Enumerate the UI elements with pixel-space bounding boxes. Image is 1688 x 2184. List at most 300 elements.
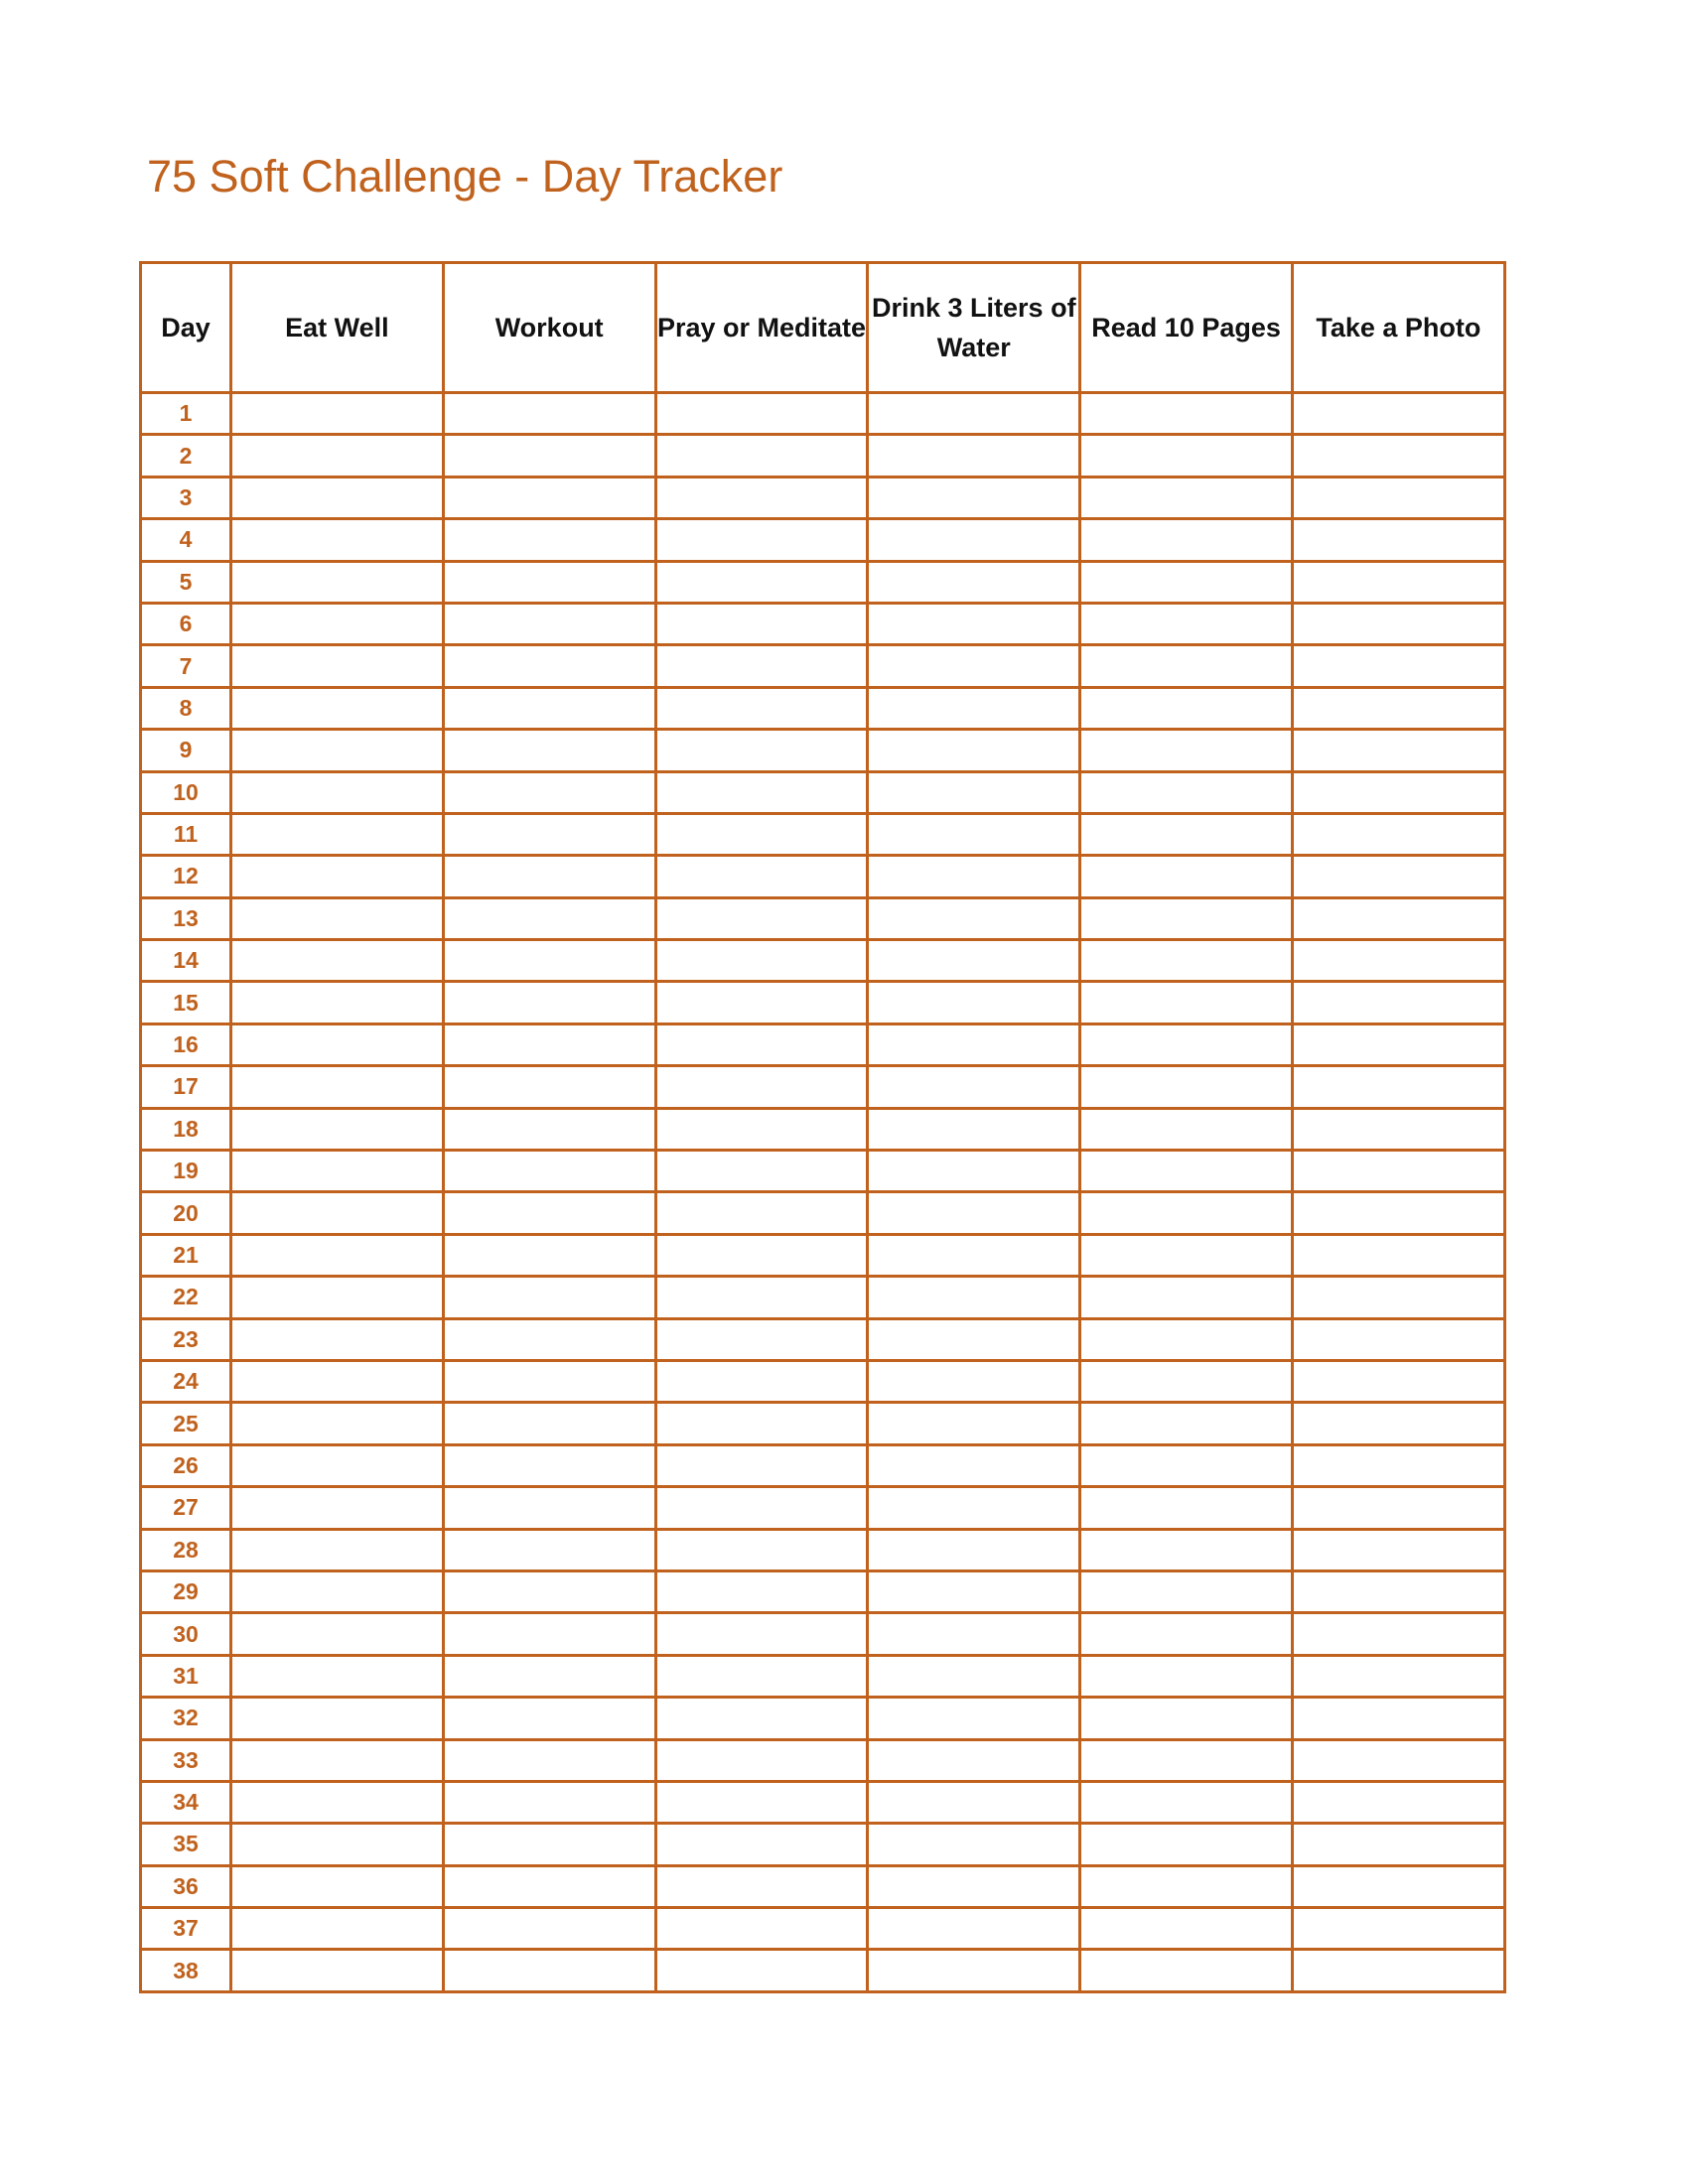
eat-well-cell[interactable] xyxy=(231,1318,444,1360)
read-pages-cell[interactable] xyxy=(1080,730,1293,771)
workout-cell[interactable] xyxy=(443,1529,655,1570)
day-tracker-table xyxy=(139,261,1506,1993)
header-day: Day xyxy=(141,263,231,393)
eat-well-cell[interactable] xyxy=(231,1192,444,1234)
read-pages-cell[interactable] xyxy=(1080,856,1293,897)
table-row xyxy=(141,1066,1505,1108)
table-row xyxy=(141,1234,1505,1276)
take-photo-cell[interactable] xyxy=(1292,940,1504,982)
drink-water-cell[interactable] xyxy=(868,1950,1080,1991)
read-pages-cell[interactable] xyxy=(1080,1698,1293,1739)
drink-water-cell[interactable] xyxy=(868,1444,1080,1486)
table-row xyxy=(141,1444,1505,1486)
read-pages-cell[interactable] xyxy=(1080,1908,1293,1950)
header-take-photo: Take a Photo xyxy=(1292,263,1504,393)
read-pages-cell[interactable] xyxy=(1080,561,1293,603)
eat-well-cell[interactable] xyxy=(231,856,444,897)
drink-water-cell[interactable] xyxy=(868,730,1080,771)
read-pages-cell[interactable] xyxy=(1080,1655,1293,1697)
read-pages-cell[interactable] xyxy=(1080,1487,1293,1529)
pray-meditate-cell[interactable] xyxy=(655,1066,868,1108)
day-number: 29 xyxy=(141,1570,231,1612)
take-photo-cell[interactable] xyxy=(1292,1151,1504,1192)
read-pages-cell[interactable] xyxy=(1080,645,1293,687)
take-photo-cell[interactable] xyxy=(1292,1529,1504,1570)
take-photo-cell[interactable] xyxy=(1292,1950,1504,1991)
pray-meditate-cell[interactable] xyxy=(655,1360,868,1402)
read-pages-cell[interactable] xyxy=(1080,771,1293,813)
take-photo-cell[interactable] xyxy=(1292,982,1504,1024)
take-photo-cell[interactable] xyxy=(1292,1781,1504,1823)
pray-meditate-cell[interactable] xyxy=(655,603,868,644)
take-photo-cell[interactable] xyxy=(1292,1444,1504,1486)
pray-meditate-cell[interactable] xyxy=(655,1277,868,1318)
take-photo-cell[interactable] xyxy=(1292,1698,1504,1739)
read-pages-cell[interactable] xyxy=(1080,519,1293,561)
eat-well-cell[interactable] xyxy=(231,1570,444,1612)
pray-meditate-cell[interactable] xyxy=(655,1444,868,1486)
header-row xyxy=(141,263,1505,393)
read-pages-cell[interactable] xyxy=(1080,1360,1293,1402)
eat-well-cell[interactable] xyxy=(231,1950,444,1991)
eat-well-cell[interactable] xyxy=(231,1403,444,1444)
read-pages-cell[interactable] xyxy=(1080,1318,1293,1360)
read-pages-cell[interactable] xyxy=(1080,1781,1293,1823)
drink-water-cell[interactable] xyxy=(868,1403,1080,1444)
table-row xyxy=(141,603,1505,644)
drink-water-cell[interactable] xyxy=(868,519,1080,561)
workout-cell[interactable] xyxy=(443,897,655,939)
drink-water-cell[interactable] xyxy=(868,982,1080,1024)
table-row xyxy=(141,1950,1505,1991)
day-number: 7 xyxy=(141,645,231,687)
eat-well-cell[interactable] xyxy=(231,813,444,855)
take-photo-cell[interactable] xyxy=(1292,477,1504,518)
read-pages-cell[interactable] xyxy=(1080,435,1293,477)
workout-cell[interactable] xyxy=(443,1613,655,1655)
pray-meditate-cell[interactable] xyxy=(655,393,868,435)
day-number: 14 xyxy=(141,940,231,982)
workout-cell[interactable] xyxy=(443,1444,655,1486)
read-pages-cell[interactable] xyxy=(1080,1529,1293,1570)
pray-meditate-cell[interactable] xyxy=(655,730,868,771)
drink-water-cell[interactable] xyxy=(868,435,1080,477)
drink-water-cell[interactable] xyxy=(868,1277,1080,1318)
read-pages-cell[interactable] xyxy=(1080,1865,1293,1907)
read-pages-cell[interactable] xyxy=(1080,1570,1293,1612)
take-photo-cell[interactable] xyxy=(1292,435,1504,477)
day-number: 37 xyxy=(141,1908,231,1950)
take-photo-cell[interactable] xyxy=(1292,1824,1504,1865)
read-pages-cell[interactable] xyxy=(1080,982,1293,1024)
pray-meditate-cell[interactable] xyxy=(655,687,868,729)
read-pages-cell[interactable] xyxy=(1080,687,1293,729)
drink-water-cell[interactable] xyxy=(868,561,1080,603)
workout-cell[interactable] xyxy=(443,519,655,561)
read-pages-cell[interactable] xyxy=(1080,1024,1293,1065)
take-photo-cell[interactable] xyxy=(1292,1570,1504,1612)
table-row xyxy=(141,1318,1505,1360)
take-photo-cell[interactable] xyxy=(1292,897,1504,939)
day-number: 11 xyxy=(141,813,231,855)
workout-cell[interactable] xyxy=(443,1487,655,1529)
table-row xyxy=(141,1024,1505,1065)
eat-well-cell[interactable] xyxy=(231,603,444,644)
drink-water-cell[interactable] xyxy=(868,897,1080,939)
read-pages-cell[interactable] xyxy=(1080,813,1293,855)
table-row xyxy=(141,771,1505,813)
workout-cell[interactable] xyxy=(443,687,655,729)
workout-cell[interactable] xyxy=(443,1403,655,1444)
day-number: 12 xyxy=(141,856,231,897)
day-number: 2 xyxy=(141,435,231,477)
table-row xyxy=(141,1529,1505,1570)
pray-meditate-cell[interactable] xyxy=(655,856,868,897)
take-photo-cell[interactable] xyxy=(1292,1908,1504,1950)
workout-cell[interactable] xyxy=(443,940,655,982)
pray-meditate-cell[interactable] xyxy=(655,645,868,687)
workout-cell[interactable] xyxy=(443,1655,655,1697)
read-pages-cell[interactable] xyxy=(1080,940,1293,982)
pray-meditate-cell[interactable] xyxy=(655,813,868,855)
day-number: 22 xyxy=(141,1277,231,1318)
header-read-pages: Read 10 Pages xyxy=(1080,263,1293,393)
drink-water-cell[interactable] xyxy=(868,1360,1080,1402)
day-number: 18 xyxy=(141,1108,231,1150)
table-row xyxy=(141,856,1505,897)
eat-well-cell[interactable] xyxy=(231,1865,444,1907)
table-row xyxy=(141,813,1505,855)
drink-water-cell[interactable] xyxy=(868,1024,1080,1065)
take-photo-cell[interactable] xyxy=(1292,687,1504,729)
workout-cell[interactable] xyxy=(443,561,655,603)
drink-water-cell[interactable] xyxy=(868,1192,1080,1234)
table-row xyxy=(141,1655,1505,1697)
eat-well-cell[interactable] xyxy=(231,1529,444,1570)
take-photo-cell[interactable] xyxy=(1292,1655,1504,1697)
workout-cell[interactable] xyxy=(443,730,655,771)
workout-cell[interactable] xyxy=(443,1192,655,1234)
pray-meditate-cell[interactable] xyxy=(655,477,868,518)
drink-water-cell[interactable] xyxy=(868,1865,1080,1907)
read-pages-cell[interactable] xyxy=(1080,1277,1293,1318)
workout-cell[interactable] xyxy=(443,1908,655,1950)
day-number: 31 xyxy=(141,1655,231,1697)
take-photo-cell[interactable] xyxy=(1292,1277,1504,1318)
take-photo-cell[interactable] xyxy=(1292,1613,1504,1655)
pray-meditate-cell[interactable] xyxy=(655,1318,868,1360)
workout-cell[interactable] xyxy=(443,477,655,518)
table-row xyxy=(141,1613,1505,1655)
workout-cell[interactable] xyxy=(443,435,655,477)
table-row xyxy=(141,561,1505,603)
take-photo-cell[interactable] xyxy=(1292,1403,1504,1444)
workout-cell[interactable] xyxy=(443,1950,655,1991)
workout-cell[interactable] xyxy=(443,1024,655,1065)
read-pages-cell[interactable] xyxy=(1080,1613,1293,1655)
drink-water-cell[interactable] xyxy=(868,1570,1080,1612)
drink-water-cell[interactable] xyxy=(868,1824,1080,1865)
workout-cell[interactable] xyxy=(443,1824,655,1865)
pray-meditate-cell[interactable] xyxy=(655,1570,868,1612)
table-body xyxy=(141,393,1505,1992)
day-number: 24 xyxy=(141,1360,231,1402)
read-pages-cell[interactable] xyxy=(1080,1234,1293,1276)
workout-cell[interactable] xyxy=(443,645,655,687)
table-row xyxy=(141,1698,1505,1739)
eat-well-cell[interactable] xyxy=(231,1698,444,1739)
drink-water-cell[interactable] xyxy=(868,477,1080,518)
table-row xyxy=(141,687,1505,729)
eat-well-cell[interactable] xyxy=(231,1824,444,1865)
day-number: 17 xyxy=(141,1066,231,1108)
workout-cell[interactable] xyxy=(443,1739,655,1781)
read-pages-cell[interactable] xyxy=(1080,393,1293,435)
eat-well-cell[interactable] xyxy=(231,1613,444,1655)
table-row xyxy=(141,730,1505,771)
header-pray-or-meditate: Pray or Meditate xyxy=(655,263,868,393)
take-photo-cell[interactable] xyxy=(1292,1234,1504,1276)
drink-water-cell[interactable] xyxy=(868,645,1080,687)
day-number: 15 xyxy=(141,982,231,1024)
take-photo-cell[interactable] xyxy=(1292,1487,1504,1529)
eat-well-cell[interactable] xyxy=(231,645,444,687)
table-row xyxy=(141,393,1505,435)
take-photo-cell[interactable] xyxy=(1292,1192,1504,1234)
header-workout: Workout xyxy=(443,263,655,393)
take-photo-cell[interactable] xyxy=(1292,730,1504,771)
eat-well-cell[interactable] xyxy=(231,897,444,939)
drink-water-cell[interactable] xyxy=(868,1066,1080,1108)
eat-well-cell[interactable] xyxy=(231,687,444,729)
day-number: 9 xyxy=(141,730,231,771)
eat-well-cell[interactable] xyxy=(231,477,444,518)
drink-water-cell[interactable] xyxy=(868,771,1080,813)
read-pages-cell[interactable] xyxy=(1080,1403,1293,1444)
eat-well-cell[interactable] xyxy=(231,1908,444,1950)
read-pages-cell[interactable] xyxy=(1080,1108,1293,1150)
eat-well-cell[interactable] xyxy=(231,1277,444,1318)
header-eat-well: Eat Well xyxy=(231,263,444,393)
pray-meditate-cell[interactable] xyxy=(655,1024,868,1065)
table-row xyxy=(141,1192,1505,1234)
pray-meditate-cell[interactable] xyxy=(655,1865,868,1907)
pray-meditate-cell[interactable] xyxy=(655,1529,868,1570)
workout-cell[interactable] xyxy=(443,1698,655,1739)
day-number: 21 xyxy=(141,1234,231,1276)
take-photo-cell[interactable] xyxy=(1292,1318,1504,1360)
eat-well-cell[interactable] xyxy=(231,519,444,561)
read-pages-cell[interactable] xyxy=(1080,603,1293,644)
day-number: 32 xyxy=(141,1698,231,1739)
day-number: 33 xyxy=(141,1739,231,1781)
eat-well-cell[interactable] xyxy=(231,1655,444,1697)
read-pages-cell[interactable] xyxy=(1080,1444,1293,1486)
read-pages-cell[interactable] xyxy=(1080,477,1293,518)
day-number: 23 xyxy=(141,1318,231,1360)
workout-cell[interactable] xyxy=(443,1570,655,1612)
take-photo-cell[interactable] xyxy=(1292,1360,1504,1402)
day-number: 30 xyxy=(141,1613,231,1655)
table-row xyxy=(141,435,1505,477)
day-number: 34 xyxy=(141,1781,231,1823)
pray-meditate-cell[interactable] xyxy=(655,435,868,477)
workout-cell[interactable] xyxy=(443,603,655,644)
pray-meditate-cell[interactable] xyxy=(655,1698,868,1739)
pray-meditate-cell[interactable] xyxy=(655,1950,868,1991)
eat-well-cell[interactable] xyxy=(231,730,444,771)
take-photo-cell[interactable] xyxy=(1292,603,1504,644)
day-number: 10 xyxy=(141,771,231,813)
day-number: 25 xyxy=(141,1403,231,1444)
read-pages-cell[interactable] xyxy=(1080,1151,1293,1192)
page-title: 75 Soft Challenge - Day Tracker xyxy=(147,151,783,202)
workout-cell[interactable] xyxy=(443,1865,655,1907)
eat-well-cell[interactable] xyxy=(231,1444,444,1486)
take-photo-cell[interactable] xyxy=(1292,1108,1504,1150)
drink-water-cell[interactable] xyxy=(868,1234,1080,1276)
workout-cell[interactable] xyxy=(443,856,655,897)
eat-well-cell[interactable] xyxy=(231,940,444,982)
drink-water-cell[interactable] xyxy=(868,1151,1080,1192)
table-row xyxy=(141,1781,1505,1823)
read-pages-cell[interactable] xyxy=(1080,1950,1293,1991)
drink-water-cell[interactable] xyxy=(868,1739,1080,1781)
drink-water-cell[interactable] xyxy=(868,1318,1080,1360)
drink-water-cell[interactable] xyxy=(868,856,1080,897)
day-number: 1 xyxy=(141,393,231,435)
table-row xyxy=(141,645,1505,687)
pray-meditate-cell[interactable] xyxy=(655,1613,868,1655)
day-number: 8 xyxy=(141,687,231,729)
workout-cell[interactable] xyxy=(443,982,655,1024)
drink-water-cell[interactable] xyxy=(868,393,1080,435)
eat-well-cell[interactable] xyxy=(231,435,444,477)
take-photo-cell[interactable] xyxy=(1292,856,1504,897)
pray-meditate-cell[interactable] xyxy=(655,940,868,982)
workout-cell[interactable] xyxy=(443,1108,655,1150)
take-photo-cell[interactable] xyxy=(1292,1024,1504,1065)
day-number: 4 xyxy=(141,519,231,561)
day-number: 26 xyxy=(141,1444,231,1486)
eat-well-cell[interactable] xyxy=(231,1739,444,1781)
take-photo-cell[interactable] xyxy=(1292,771,1504,813)
table-row xyxy=(141,1908,1505,1950)
drink-water-cell[interactable] xyxy=(868,687,1080,729)
workout-cell[interactable] xyxy=(443,1360,655,1402)
day-number: 19 xyxy=(141,1151,231,1192)
drink-water-cell[interactable] xyxy=(868,1698,1080,1739)
pray-meditate-cell[interactable] xyxy=(655,1655,868,1697)
pray-meditate-cell[interactable] xyxy=(655,982,868,1024)
drink-water-cell[interactable] xyxy=(868,813,1080,855)
drink-water-cell[interactable] xyxy=(868,1781,1080,1823)
workout-cell[interactable] xyxy=(443,1277,655,1318)
table-row xyxy=(141,1403,1505,1444)
pray-meditate-cell[interactable] xyxy=(655,1739,868,1781)
table-row xyxy=(141,1824,1505,1865)
pray-meditate-cell[interactable] xyxy=(655,1487,868,1529)
day-number: 5 xyxy=(141,561,231,603)
drink-water-cell[interactable] xyxy=(868,603,1080,644)
table-row xyxy=(141,1739,1505,1781)
read-pages-cell[interactable] xyxy=(1080,1066,1293,1108)
pray-meditate-cell[interactable] xyxy=(655,771,868,813)
take-photo-cell[interactable] xyxy=(1292,1739,1504,1781)
eat-well-cell[interactable] xyxy=(231,1234,444,1276)
take-photo-cell[interactable] xyxy=(1292,813,1504,855)
drink-water-cell[interactable] xyxy=(868,1908,1080,1950)
eat-well-cell[interactable] xyxy=(231,1108,444,1150)
take-photo-cell[interactable] xyxy=(1292,561,1504,603)
eat-well-cell[interactable] xyxy=(231,771,444,813)
eat-well-cell[interactable] xyxy=(231,1360,444,1402)
drink-water-cell[interactable] xyxy=(868,1529,1080,1570)
take-photo-cell[interactable] xyxy=(1292,393,1504,435)
table-row xyxy=(141,1277,1505,1318)
pray-meditate-cell[interactable] xyxy=(655,561,868,603)
drink-water-cell[interactable] xyxy=(868,940,1080,982)
read-pages-cell[interactable] xyxy=(1080,897,1293,939)
pray-meditate-cell[interactable] xyxy=(655,1108,868,1150)
workout-cell[interactable] xyxy=(443,1066,655,1108)
day-number: 27 xyxy=(141,1487,231,1529)
read-pages-cell[interactable] xyxy=(1080,1739,1293,1781)
workout-cell[interactable] xyxy=(443,393,655,435)
eat-well-cell[interactable] xyxy=(231,1781,444,1823)
eat-well-cell[interactable] xyxy=(231,982,444,1024)
workout-cell[interactable] xyxy=(443,1151,655,1192)
drink-water-cell[interactable] xyxy=(868,1108,1080,1150)
eat-well-cell[interactable] xyxy=(231,1066,444,1108)
workout-cell[interactable] xyxy=(443,1234,655,1276)
day-number: 35 xyxy=(141,1824,231,1865)
pray-meditate-cell[interactable] xyxy=(655,1824,868,1865)
pray-meditate-cell[interactable] xyxy=(655,897,868,939)
pray-meditate-cell[interactable] xyxy=(655,1234,868,1276)
drink-water-cell[interactable] xyxy=(868,1655,1080,1697)
read-pages-cell[interactable] xyxy=(1080,1192,1293,1234)
read-pages-cell[interactable] xyxy=(1080,1824,1293,1865)
drink-water-cell[interactable] xyxy=(868,1613,1080,1655)
pray-meditate-cell[interactable] xyxy=(655,519,868,561)
workout-cell[interactable] xyxy=(443,771,655,813)
table-row xyxy=(141,1360,1505,1402)
eat-well-cell[interactable] xyxy=(231,561,444,603)
pray-meditate-cell[interactable] xyxy=(655,1151,868,1192)
table-row xyxy=(141,1108,1505,1150)
eat-well-cell[interactable] xyxy=(231,393,444,435)
eat-well-cell[interactable] xyxy=(231,1151,444,1192)
take-photo-cell[interactable] xyxy=(1292,1066,1504,1108)
take-photo-cell[interactable] xyxy=(1292,645,1504,687)
workout-cell[interactable] xyxy=(443,813,655,855)
pray-meditate-cell[interactable] xyxy=(655,1403,868,1444)
eat-well-cell[interactable] xyxy=(231,1024,444,1065)
take-photo-cell[interactable] xyxy=(1292,519,1504,561)
workout-cell[interactable] xyxy=(443,1781,655,1823)
table-row xyxy=(141,897,1505,939)
day-number: 36 xyxy=(141,1865,231,1907)
pray-meditate-cell[interactable] xyxy=(655,1781,868,1823)
drink-water-cell[interactable] xyxy=(868,1487,1080,1529)
day-number: 6 xyxy=(141,603,231,644)
eat-well-cell[interactable] xyxy=(231,1487,444,1529)
workout-cell[interactable] xyxy=(443,1318,655,1360)
pray-meditate-cell[interactable] xyxy=(655,1908,868,1950)
pray-meditate-cell[interactable] xyxy=(655,1192,868,1234)
take-photo-cell[interactable] xyxy=(1292,1865,1504,1907)
